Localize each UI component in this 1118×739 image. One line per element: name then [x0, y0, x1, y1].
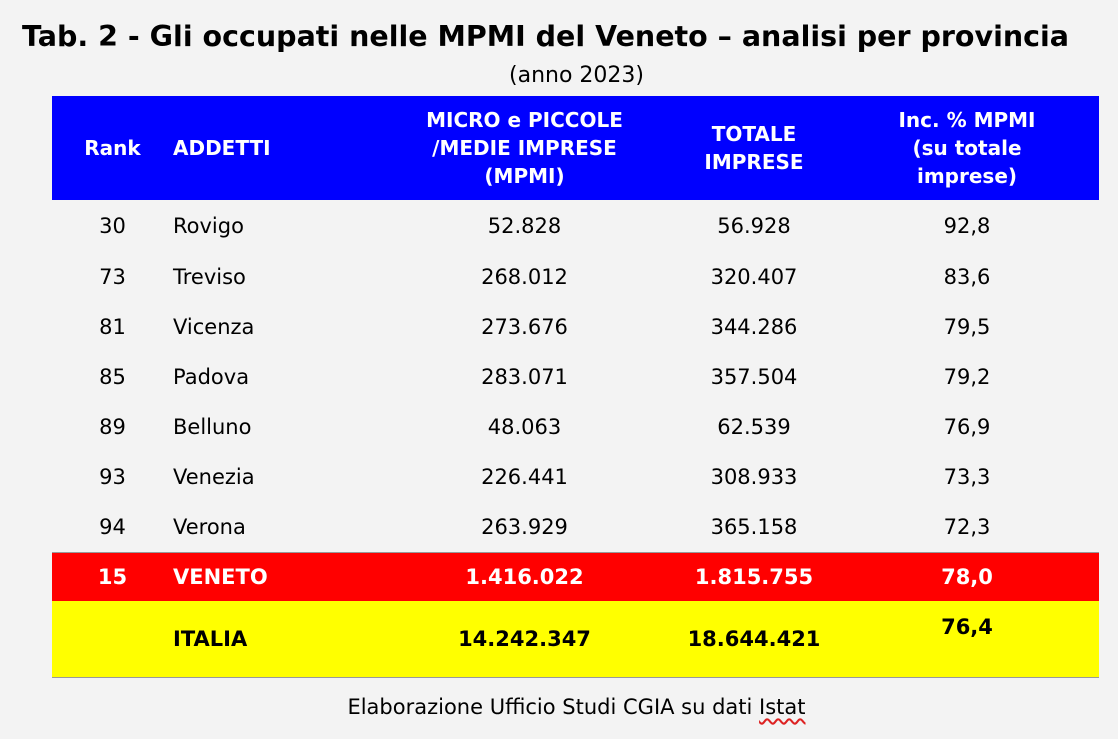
header-inc-line: (su totale: [912, 136, 1022, 160]
source-name: Istat: [759, 695, 806, 719]
cell-inc: 76,9: [943, 415, 991, 439]
header-inc-line: Inc. % MPMI: [898, 108, 1036, 132]
header-mpmi: [376, 96, 673, 200]
cell-mpmi: 268.012: [481, 265, 568, 289]
cell-rank: [52, 601, 173, 677]
table-row: [52, 352, 1099, 402]
table-row: [52, 502, 1099, 552]
cell-inc: 76,4: [941, 615, 993, 639]
cell-totale: 308.933: [710, 465, 798, 489]
cell-mpmi: 283.071: [481, 365, 568, 389]
cell-rank: 73: [99, 265, 126, 289]
header-totale-line: IMPRESE: [704, 150, 804, 174]
cell-inc: 83,6: [943, 265, 991, 289]
cell-totale: 357.504: [710, 365, 798, 389]
cell-country: ITALIA: [173, 626, 248, 651]
source-note-text: Elaborazione Ufficio Studi CGIA su dati: [347, 695, 760, 719]
header-addetti: ADDETTI: [173, 136, 271, 160]
source-note: [0, 692, 1118, 722]
table-row: [52, 200, 1099, 252]
header-inc-line: imprese): [916, 164, 1018, 188]
cell-region: VENETO: [173, 564, 268, 589]
table-row: [52, 452, 1099, 502]
cell-rank: 15: [97, 564, 128, 589]
table-row-veneto-total: [52, 552, 1099, 601]
cell-inc: 92,8: [943, 214, 991, 238]
table-row: [52, 402, 1099, 452]
cell-totale: 62.539: [717, 415, 791, 439]
page-subtitle: (anno 2023): [509, 63, 644, 88]
cell-inc: 79,5: [943, 315, 991, 339]
header-rank: Rank: [84, 136, 141, 160]
cell-totale: 344.286: [710, 315, 798, 339]
cell-inc: 72,3: [943, 514, 991, 539]
cell-rank: 94: [99, 514, 126, 539]
header-inc: [835, 96, 1099, 200]
cell-province: Venezia: [173, 465, 255, 489]
cell-mpmi: 263.929: [481, 514, 568, 539]
table-row: [52, 252, 1099, 302]
cell-mpmi: 273.676: [481, 315, 568, 339]
cell-totale: 18.644.421: [687, 626, 821, 651]
cell-totale: 320.407: [710, 265, 798, 289]
cell-rank: 81: [99, 315, 126, 339]
cell-mpmi: 1.416.022: [465, 564, 584, 589]
occupati-table: [52, 96, 1099, 678]
header-totale: [673, 96, 835, 200]
cell-inc: 78,0: [941, 564, 993, 589]
cell-province: Padova: [173, 365, 250, 389]
cell-province: Verona: [173, 514, 246, 539]
page-title: Tab. 2 - Gli occupati nelle MPMI del Veneto – analisi per provincia: [22, 20, 1070, 53]
cell-mpmi: 52.828: [487, 214, 562, 238]
table-row: [52, 302, 1099, 352]
cell-mpmi: 48.063: [487, 415, 562, 439]
header-totale-line: TOTALE: [711, 122, 797, 146]
cell-rank: 89: [99, 415, 126, 439]
cell-rank: 30: [99, 214, 126, 238]
cell-province: Vicenza: [173, 315, 255, 339]
cell-province: Rovigo: [173, 214, 244, 238]
table-header-row: [52, 96, 1099, 200]
cell-rank: 93: [99, 465, 126, 489]
header-mpmi-line: MICRO e PICCOLE: [426, 108, 623, 132]
cell-totale: 365.158: [710, 514, 798, 539]
cell-totale: 1.815.755: [694, 564, 814, 589]
table-row-italia-total: [52, 601, 1099, 677]
cell-province: Treviso: [173, 265, 246, 289]
cell-mpmi: 14.242.347: [458, 626, 591, 651]
header-mpmi-line: (MPMI): [484, 164, 565, 188]
cell-inc: 73,3: [943, 465, 991, 489]
cell-province: Belluno: [173, 415, 252, 439]
header-mpmi-line: /MEDIE IMPRESE: [432, 136, 617, 160]
cell-rank: 85: [99, 365, 126, 389]
cell-mpmi: 226.441: [481, 465, 568, 489]
cell-totale: 56.928: [717, 214, 791, 238]
cell-inc: 79,2: [943, 365, 991, 389]
